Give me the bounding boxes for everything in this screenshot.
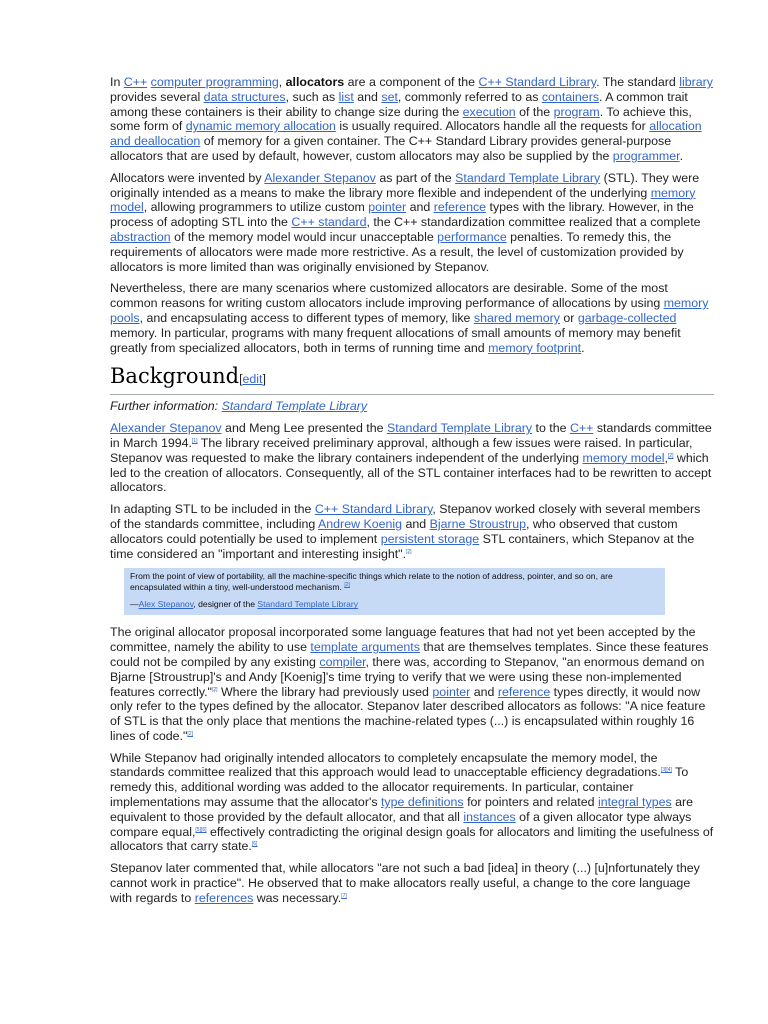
wiki-link[interactable]: Alexander Stepanov (110, 421, 222, 436)
edit-link[interactable]: edit (242, 372, 263, 387)
wiki-link[interactable]: computer programming (150, 75, 279, 89)
quote-citation: —Alex Stepanov, designer of the Standard Template Library (130, 599, 359, 610)
wiki-link[interactable]: Standard Template Library (386, 421, 533, 436)
wiki-link[interactable]: memory footprint (488, 340, 582, 355)
wiki-link[interactable]: persistent storage (380, 531, 480, 546)
wiki-link[interactable]: Standard Template Library (221, 399, 368, 414)
reference-marker[interactable]: [2] (344, 582, 350, 589)
wiki-link[interactable]: Alex Stepanov (138, 599, 194, 610)
section-heading-background (110, 363, 714, 395)
wiki-link[interactable]: C++ (123, 75, 148, 89)
wiki-link[interactable]: performance (437, 229, 507, 244)
wiki-link[interactable]: type definitions (380, 795, 464, 810)
wiki-link[interactable]: program (553, 104, 600, 119)
background-paragraph-5: Stepanov later commented that, while allocators "are not such a bad [idea] in theory (...) [u]nfortunately they cannot work in practice". He observed that to make allocators really useful, a change to the core language with regards to references was necessary.[7] (110, 861, 700, 905)
wiki-link[interactable]: Alexander Stepanov (264, 170, 376, 185)
background-paragraph-2: In adapting STL to be included in the C++ Standard Library, Stepanov worked closely with several members of the standards committee, including Andrew Koenig and Bjarne Stroustrup, who observed that custom allocators could potentially be used to implement persistent storage STL containers, which Stepanov at the time considered an "important and interesting insight".[2] (110, 502, 701, 561)
article-content (110, 75, 714, 913)
quote-text: From the point of view of portability, all the machine-specific things which relate to the notion of address, pointer, and so on, are encapsulated within a tiny, well-understood mechanism. [2] (130, 571, 613, 593)
intro-paragraph-2: Allocators were invented by Alexander Stepanov as part of the Standard Template Library (STL). They were originally intended as a means to make the library more flexible and independent of the underlying memory model, allowing programmers to utilize custom pointer and reference types with the library. However, in the process of adopting STL into the C++ standard, the C++ standardization committee realized that a complete abstraction of the memory model would incur unacceptable performance penalties. To remedy this, the requirements of allocators were made more restrictive. As a result, the level of customization provided by allocators is more limited than was originally envisioned by Stepanov. (110, 170, 701, 274)
wiki-link[interactable]: data structures (203, 89, 286, 104)
wiki-link[interactable]: set (381, 89, 398, 104)
wiki-link[interactable]: C++ Standard Library (478, 75, 597, 89)
edit-bracket-open: [ (239, 372, 243, 387)
reference-marker[interactable]: [7] (341, 892, 347, 899)
wiki-link[interactable]: abstraction (110, 229, 171, 244)
wiki-link[interactable]: library (679, 75, 713, 89)
wiki-link[interactable]: pointer (432, 684, 471, 699)
wiki-link[interactable]: pointer (368, 200, 407, 215)
intro-paragraph-1: In C++ computer programming, allocators are a component of the C++ Standard Library. The standard library provides several data structures, such as list and set, commonly referred to as containers. A common trait among these containers is their ability to change size during the execution of the program. To achieve this, some form of dynamic memory allocation is usually required. Allocators handle all the requests for allocation and deallocation of memory for a given container. The C++ Standard Library provides general-purpose allocators that are used by default, however, custom allocators may also be supplied by the programmer. (110, 75, 713, 163)
wiki-link[interactable]: execution (462, 104, 516, 119)
wiki-link[interactable]: shared memory (473, 310, 560, 325)
wiki-link[interactable]: template arguments (310, 640, 420, 655)
edit-bracket-close: ] (262, 372, 266, 387)
wiki-link[interactable]: C++ (569, 421, 594, 436)
section-heading-text: Background (110, 364, 240, 389)
background-paragraph-4: While Stepanov had originally intended allocators to completely encapsulate the memory model, the standards committee realized that this approach would lead to unacceptable efficiency degradations.[3][4] To remedy this, additional wording was added to the allocator requirements. In particular, container implementations may assume that the allocator's type definitions for pointers and related integral types are equivalent to those provided by the default allocator, and that all instances of a given allocator type always compare equal,[5][6] effectively contradicting the original design goals for allocators and limiting the usefulness of allocators that carry state.[6] (110, 750, 714, 854)
reference-marker[interactable]: [6] (251, 841, 258, 848)
wiki-link[interactable]: Bjarne Stroustrup (429, 516, 527, 531)
wiki-link[interactable]: integral types (597, 795, 672, 810)
wiki-link[interactable]: C++ standard (291, 215, 367, 230)
wiki-link[interactable]: Standard Template Library (257, 599, 359, 610)
reference-marker[interactable]: [2] (406, 548, 412, 555)
wiki-link[interactable]: reference (497, 684, 551, 699)
intro-paragraph-3: Nevertheless, there are many scenarios where customized allocators are desirable. Some of the most common reasons for writing custom allocators include improving performance of allocations by using memory pools, and encapsulating access to different types of memory, like shared memory or garbage-collected memory. In particular, programs with many frequent allocations of small amounts of memory may benefit greatly from specialized allocators, both in terms of running time and memory footprint. (110, 281, 709, 355)
wiki-link[interactable]: dynamic memory allocation (185, 119, 336, 134)
wiki-link[interactable]: Andrew Koenig (318, 516, 403, 531)
wiki-link[interactable]: list (338, 89, 354, 104)
wiki-link[interactable]: C++ Standard Library (314, 502, 433, 517)
wiki-link[interactable]: Standard Template Library (455, 170, 601, 185)
wiki-link[interactable]: programmer (612, 148, 680, 163)
further-information: Further information: Standard Template Library (110, 399, 368, 414)
reference-marker[interactable]: [3][4] (660, 767, 672, 774)
wiki-link[interactable]: memory model (110, 185, 696, 215)
reference-marker[interactable]: [5][6] (195, 826, 207, 833)
wiki-link[interactable]: references (194, 890, 254, 905)
bold-term: allocators (285, 75, 345, 89)
wiki-link[interactable]: containers (541, 89, 600, 104)
background-paragraph-3: The original allocator proposal incorporated some language features that had not yet been accepted by the committee, namely the ability to use template arguments that are themselves templates. Since these features could not be compiled by any existing compiler, there was, according to Stepanov, "an enormous demand on Bjarne [Stroustrup]'s and Andy [Koenig]'s time trying to verify that we were using these non-implemented features correctly."[2] Where the library had previously used pointer and reference types directly, it would now only refer to the types defined by the allocator. Stepanov later described allocators as follows: "A nice feature of STL is that the only place that mentions the machine-related types (...) is encapsulated within roughly 16 lines of code."[2] (110, 625, 709, 743)
reference-marker[interactable]: [2] (187, 730, 193, 737)
wiki-link[interactable]: instances (463, 809, 516, 824)
wiki-link[interactable]: garbage-collected (577, 310, 677, 325)
edit-section-link (239, 372, 266, 386)
reference-marker[interactable]: [2] (667, 452, 674, 459)
reference-marker[interactable]: [1] (191, 437, 198, 444)
wiki-link[interactable]: allocation and deallocation (110, 119, 702, 149)
background-paragraph-1: Alexander Stepanov and Meng Lee presented the Standard Template Library to the C++ standards committee in March 1994.[1] The library received preliminary approval, although a few issues were raised. In particular, Stepanov was requested to make the library containers independent of the underlying memory model,[2] which led to the creation of allocators. Consequently, all of the STL container interfaces had to be rewritten to accept allocators. (110, 421, 712, 495)
wiki-link[interactable]: reference (433, 200, 487, 215)
stepanov-quote-box (124, 568, 665, 615)
wiki-link[interactable]: memory model (582, 450, 665, 465)
reference-marker[interactable]: [2] (211, 686, 218, 693)
wiki-link[interactable]: compiler (319, 654, 366, 669)
wiki-link[interactable]: memory pools (110, 296, 709, 325)
